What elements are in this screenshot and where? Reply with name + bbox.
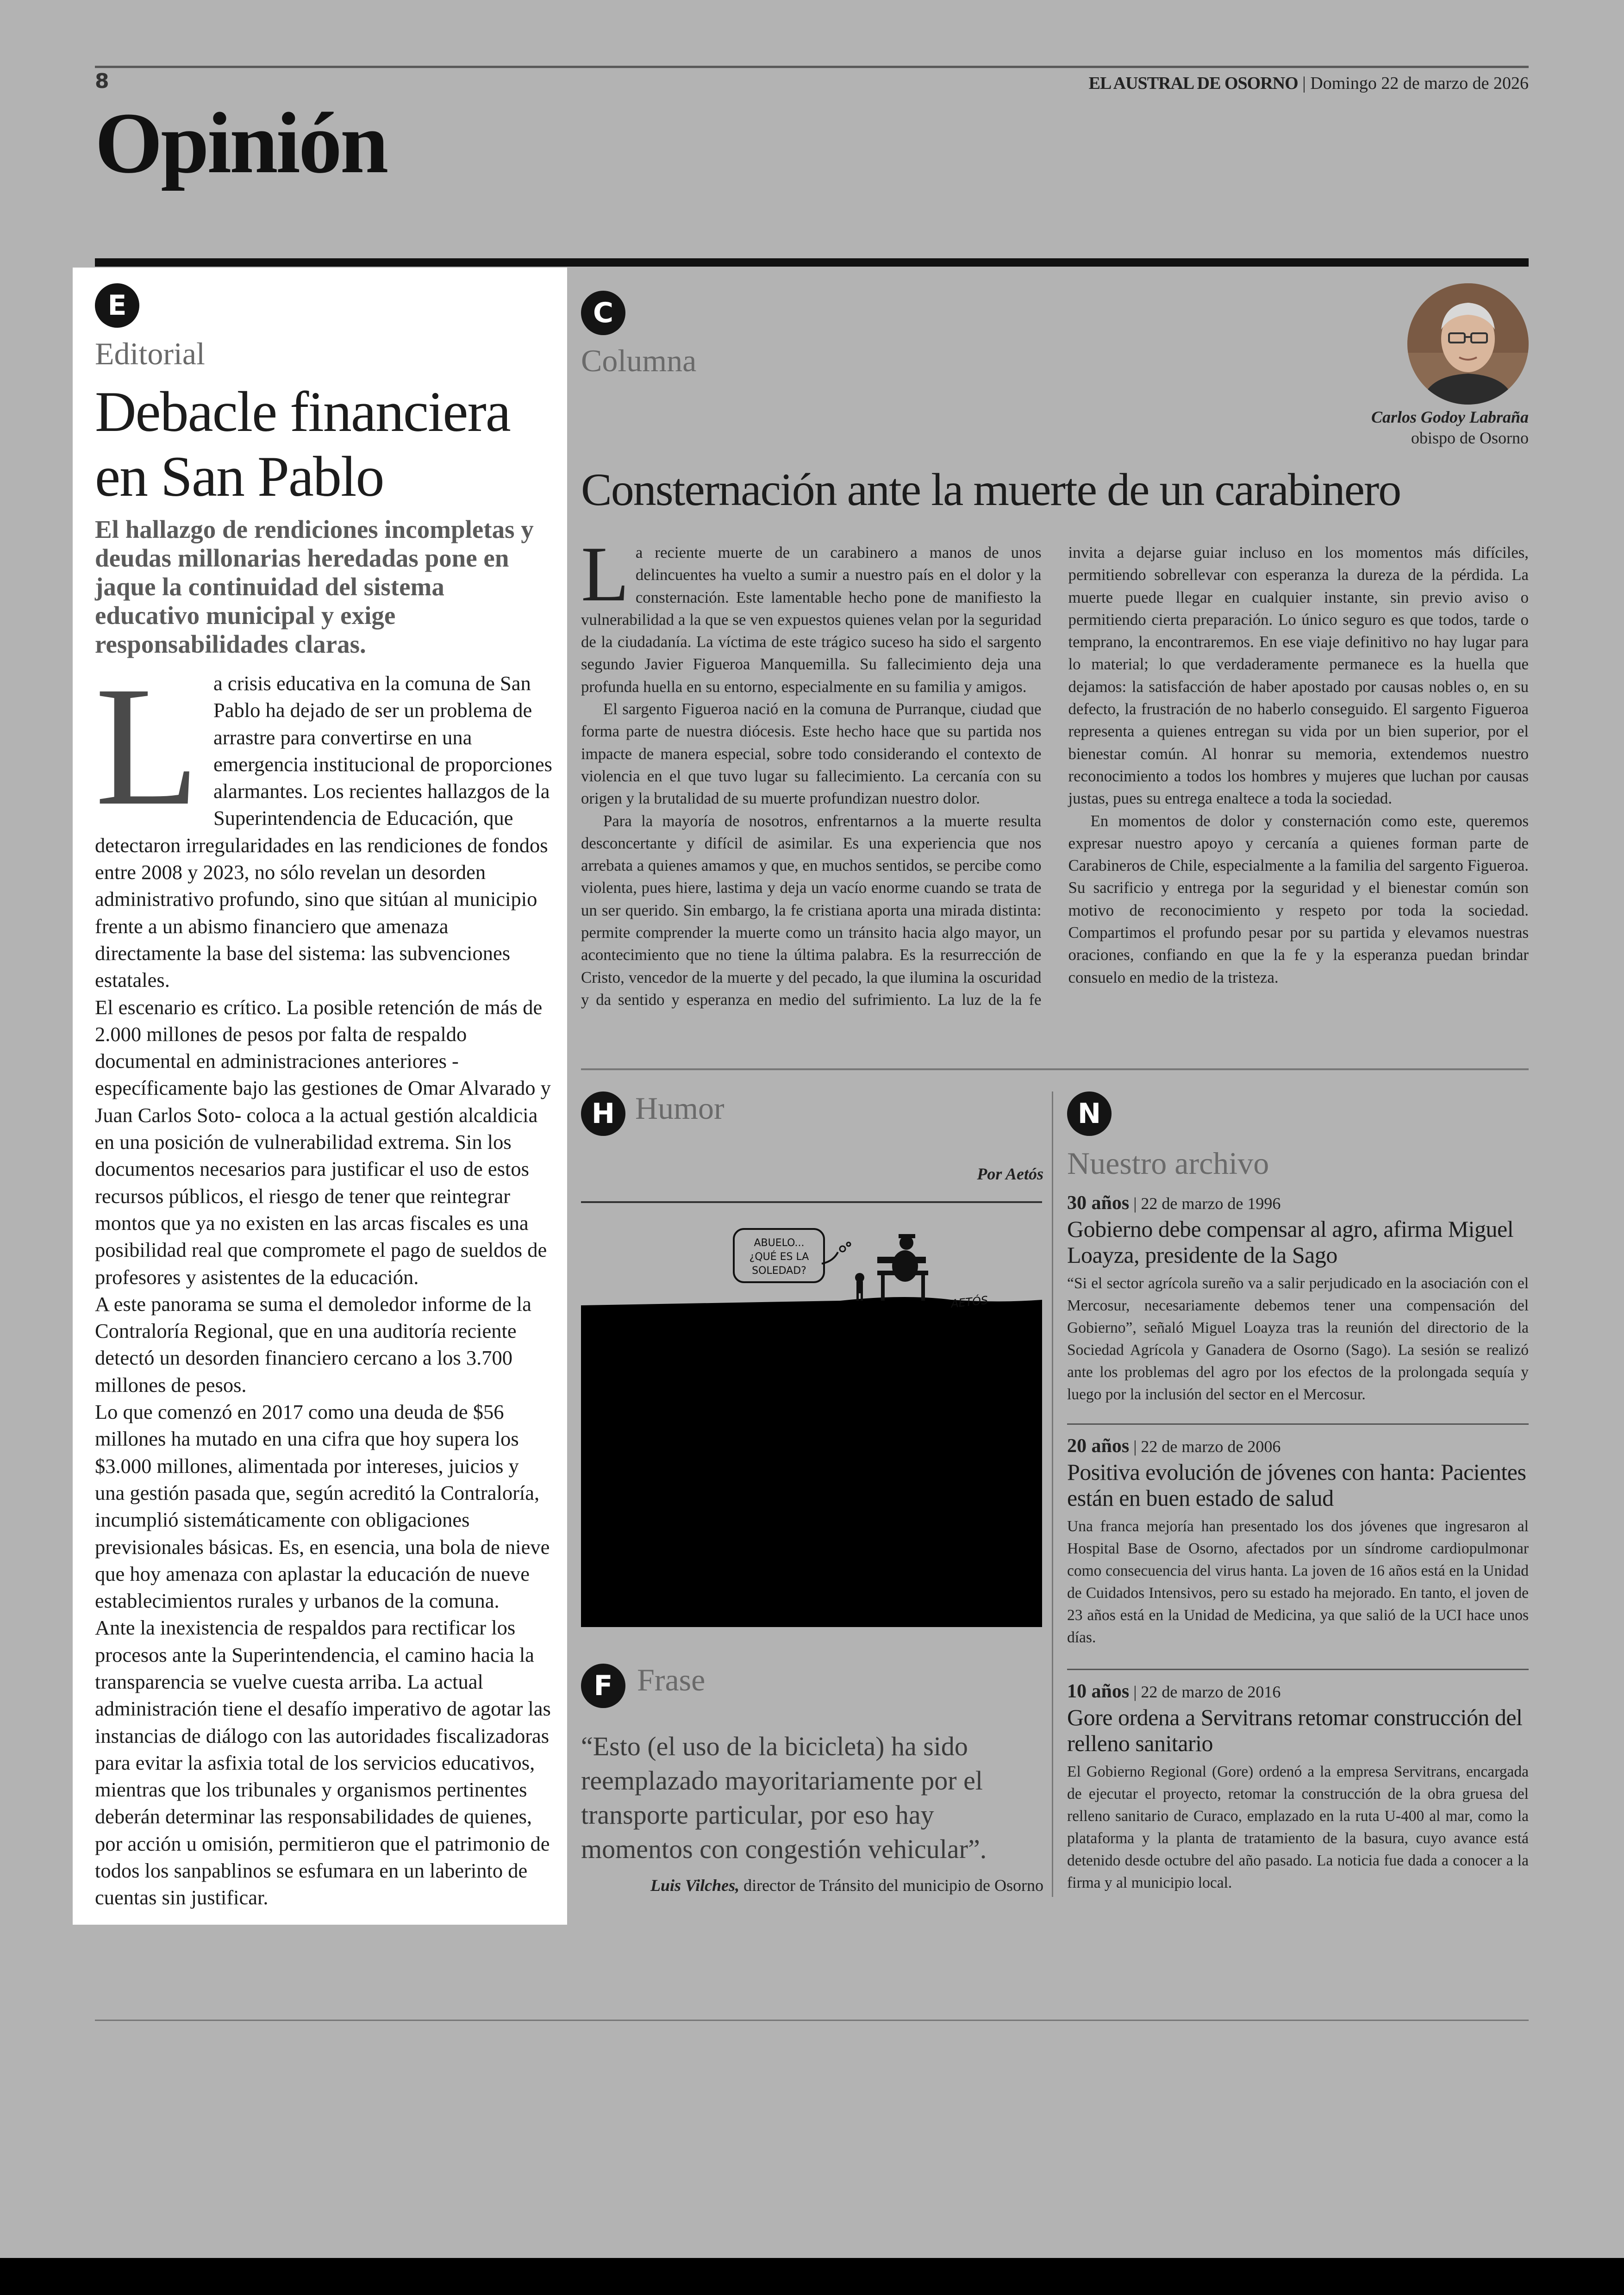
- editorial-paragraph: El escenario es crítico. La posible retención de más de 2.000 millones de pesos por falta de respaldo documental en administraciones anteriores -específicamente bajo las gestiones de Omar Alvarado y Juan Carlos Soto- coloca a la actual gestión alcaldicia en una posición de vulnerabilidad extrema. Sin los documentos necesarios para justificar el uso de estos recursos públicos, el riesgo de tener que reintegrar montos que ya no existen en las arcas fiscales es una posibilidad real que compromete el pago de sueldos de profesores y asistentes de la educación.: [95, 995, 551, 1289]
- frase-quote: “Esto (el uso de la bicicleta) ha sido reemplazado mayoritariamente por el transporte particular, por eso hay momentos con congestión vehicular”.: [581, 1731, 987, 1864]
- bubble-text-line1: ABUELO...: [754, 1237, 805, 1249]
- archive-item-text: “Si el sector agrícola sureño va a salir perjudicado en la asociación con el Mercosur, necesariamente debemos tener una compensación del Gobierno”, señaló Miguel Loayza tras la reunión del directorio de la Sociedad Agrícola y Ganadera de Osorno (Sago). La sesión se realizó ante los problemas del agro por los efectos de la prolongada sequía y luego por la inclusión del sector en el Mercosur.: [1067, 1275, 1529, 1403]
- author-role: obispo de Osorno: [1411, 429, 1529, 447]
- bubble-text-line3: SOLEDAD?: [752, 1265, 806, 1277]
- bottom-band: [0, 2258, 1624, 2295]
- bubble-text-line2: ¿QUÉ ES LA: [749, 1251, 809, 1263]
- column-paragraph: En momentos de dolor y consternación como este, queremos expresar nuestro apoyo y cercanía a quienes forman parte de Carabineros de Chile, especialmente a la familia del sargento Figueroa. Su sacrificio y entrega por la seguridad y el bienestar común son motivo de reconocimiento y respeto por toda la sociedad. Compartimos el profundo pesar por su partida y elevamos nuestras oraciones, confiando en que la fe y la esperanza puedan brindar consuelo en medio de la tristeza.: [1068, 811, 1529, 986]
- archive-item-text: Una franca mejoría han presentado los dos jóvenes que ingresaron al Hospital Base de Osorno, afectados por un síndrome cardiopulmonar como consecuencia del virus hanta. La joven de 16 años está en la Unidad de Cuidados Intensivos, pero su estado ha mejorado. En tanto, el joven de 23 años está en la Unidad de Medicina, ya que salió de la UCI hace unos días.: [1067, 1518, 1529, 1646]
- archive-badge: N: [1067, 1091, 1112, 1136]
- editorial-badge: E: [95, 283, 139, 328]
- section-divider: [581, 1068, 1529, 1070]
- humor-badge: H: [581, 1091, 625, 1136]
- publication-date: | Domingo 22 de marzo de 2026: [1302, 74, 1529, 93]
- archive-item-years: 10 años: [1067, 1681, 1130, 1702]
- column-paragraph: Para la mayoría de nosotros, enfrentarnos a la muerte resulta desconcertante y difícil de asimilar. Es una experiencia que nos arrebata a quienes amamos y que, en muchos sentidos, se percibe como violenta, pues hiere, lastima y deja un vacío enorme cuando se trata de un ser querido. Sin embargo, la fe cristiana aporta una mirada distinta: permite comprender la muerte como un tránsito hacia algo mayor, un acontecimiento que no tiene la última palabra. Es la resurrección de Cristo, vencedor de la muerte y del pecado, la que ilumina la oscuridad y da sentido y esperanza en medio del sufrimiento. La luz de la fe invita a dejarse guiar incluso en los momentos más difíciles, permitiendo sobrellevar con esperanza la dureza de la pérdida. La muerte puede llegar en cualquier instante, sin previo aviso o permitiendo cierta preparación. Lo único seguro es que todos, tarde o temprano, la encontraremos. En ese viaje definitivo no hay lugar para lo material; lo que verdaderamente permanece es la huella que dejamos: la satisfacción de haber apostado por causas nobles o, en su defecto, la frustración de no haberlo conseguido. El sargento Figueroa representa a quienes entregan su vida por un bien superior, por el bienestar común. Al honrar su memoria, extendemos nuestro reconocimiento a todos los hombres y mujeres que luchan por causas justas, pues su entrega enaltece a toda la sociedad.: [581, 543, 1529, 1009]
- column-paragraph: El sargento Figueroa nació en la comuna de Purranque, ciudad que forma parte de nuestra diócesis. Este hecho hace que su partida nos impacte de manera especial, sobre todo considerando el contexto de violencia en el que tuvo lugar su fallecimiento. La cercanía con su origen y la brutalidad de su muerte profundizan nuestro dolor.: [581, 700, 1042, 808]
- archive-item-date: [1067, 1435, 1529, 1457]
- archive-item: [1067, 1435, 1529, 1649]
- editorial-label: Editorial: [95, 336, 205, 371]
- archive-divider: [1067, 1423, 1529, 1425]
- humor-cartoon: [581, 1208, 1042, 1627]
- editorial-paragraph: a crisis educativa en la comuna de San Pablo ha dejado de ser un problema de arrastre para convertirse en una emergencia institucional de proporciones alarmantes. Los recientes hallazgos de la Superintendencia de Educación, que detectaron irregularidades en las rendiciones de fondos entre 2008 y 2023, no sólo revelan un desorden administrativo profundo, sino que sitúan al municipio frente a un abismo financiero que amenaza directamente la base del sistema: las subvenciones estatales.: [95, 672, 552, 992]
- column-paragraph: a reciente muerte de un carabinero a manos de unos delincuentes ha vuelto a sumir a nuestro país en el dolor y la consternación. Este lamentable hecho pone de manifiesto la vulnerabilidad a la que se ven expuestos quienes velan por la seguridad de la ciudadanía. La víctima de este trágico suceso ha sido el sargento segundo Javier Figueroa Manquemilla. Su fallecimiento deja una profunda huella en su entorno, especialmente en su familia y amigos.: [581, 543, 1042, 696]
- author-name: Carlos Godoy Labraña: [1371, 408, 1529, 426]
- editorial-dropcap: L: [95, 651, 200, 841]
- archive-item-title: Gobierno debe compensar al agro, afirma Miguel Loayza, presidente de la Sago: [1067, 1216, 1514, 1268]
- section-title: Opinión: [95, 94, 387, 191]
- column-body: [581, 530, 1529, 1011]
- archive-divider: [1067, 1669, 1529, 1670]
- column-badge: C: [581, 291, 625, 335]
- editorial-headline: [95, 380, 558, 509]
- cartoon-signature: AETÓS: [950, 1293, 989, 1310]
- humor-rule: [581, 1201, 1042, 1203]
- editorial-headline-line2: en San Pablo: [95, 445, 384, 508]
- publication-name: EL AUSTRAL DE OSORNO: [1088, 74, 1298, 93]
- archive-item-date: [1067, 1192, 1529, 1214]
- archive-item: [1067, 1680, 1529, 1894]
- archive-item-date-text: | 22 de marzo de 2006: [1129, 1437, 1281, 1456]
- archive-label: Nuestro archivo: [1067, 1146, 1269, 1181]
- frase-credit-name: Luis Vilches,: [650, 1876, 740, 1895]
- author-photo: [1407, 283, 1529, 405]
- section-rule: [95, 258, 1529, 267]
- archive-item-years: 30 años: [1067, 1192, 1130, 1214]
- frase-label: Frase: [637, 1662, 706, 1697]
- bottom-rule: [95, 2020, 1529, 2021]
- frase-badge: F: [581, 1664, 625, 1708]
- humor-author: Por Aetós: [977, 1165, 1043, 1183]
- publication-header: [1089, 73, 1529, 94]
- archive-item-title: Gore ordena a Servitrans retomar construcción del relleno sanitario: [1067, 1704, 1523, 1756]
- archive-item-date-text: | 22 de marzo de 1996: [1129, 1194, 1281, 1213]
- archive-item-years: 20 años: [1067, 1435, 1130, 1457]
- frase-credit-role: director de Tránsito del municipio de Osorno: [739, 1876, 1043, 1895]
- archive-item-title: Positiva evolución de jóvenes con hanta: Pacientes están en buen estado de salud: [1067, 1459, 1526, 1511]
- editorial-paragraph: Ante la inexistencia de respaldos para rectificar los procesos ante la Superintendencia, el camino hacia la transparencia se vuelve cuesta arriba. La actual administración tiene el desafío imperativo de agotar las instancias de diálogo con las autoridades fiscalizadoras para evitar la asfixia total de los servicios educativos, mientras que los tribunales y organismos pertinentes deberán determinar las responsabilidades de quienes, por acción u omisión, permitieron que el patrimonio de todos los sanpablinos se esfumara en un laberinto de cuentas sin justificar.: [95, 1616, 551, 1909]
- editorial-paragraph: Lo que comenzó en 2017 como una deuda de $56 millones ha mutado en una cifra que hoy supera los $3.000 millones, alimentada por intereses, juicios y una gestión pasada que, según acreditó la Contraloría, incumplió sistemáticamente con obligaciones previsionales básicas. Es, en esencia, una bola de nieve que hoy amenaza con aplastar la educación de nueve establecimientos rurales y urbanos de la comuna.: [95, 1400, 550, 1613]
- archive-item: [1067, 1192, 1529, 1406]
- editorial-paragraph: A este panorama se suma el demoledor informe de la Contraloría Regional, que en una auditoría reciente detectó un desorden financiero cercano a los 3.700 millones de pesos.: [95, 1292, 531, 1397]
- editorial-body: [95, 651, 553, 1911]
- archive-item-text: El Gobierno Regional (Gore) ordenó a la empresa Servitrans, encargada de ejecutar el proyecto, retomar la construcción de la obra gruesa del relleno sanitario de Curaco, emplazado en la ruta U-400 al mar, como la plataforma y la planta de tratamiento de la basura, cuyo avance está detenido desde octubre del año pasado. La noticia fue dada a conocer a la firma y al municipio local.: [1067, 1763, 1529, 1891]
- column-divider: [1052, 1091, 1053, 1897]
- header-rule: [95, 66, 1529, 68]
- humor-label: Humor: [635, 1091, 725, 1126]
- page-number: 8: [95, 69, 109, 93]
- archive-item-date-text: | 22 de marzo de 2016: [1129, 1683, 1281, 1701]
- editorial-deck: El hallazgo de rendiciones incompletas y deudas millonarias heredadas pone en jaque la continuidad del sistema educativo municipal y exige responsabilidades claras.: [95, 515, 534, 658]
- frase-credit: [650, 1876, 1043, 1895]
- archive-item-date: [1067, 1680, 1529, 1703]
- editorial-headline-line1: Debacle financiera: [95, 380, 510, 443]
- column-headline: Consternación ante la muerte de un carabinero: [581, 464, 1401, 515]
- column-dropcap: L: [581, 530, 629, 617]
- column-label: Columna: [581, 343, 697, 378]
